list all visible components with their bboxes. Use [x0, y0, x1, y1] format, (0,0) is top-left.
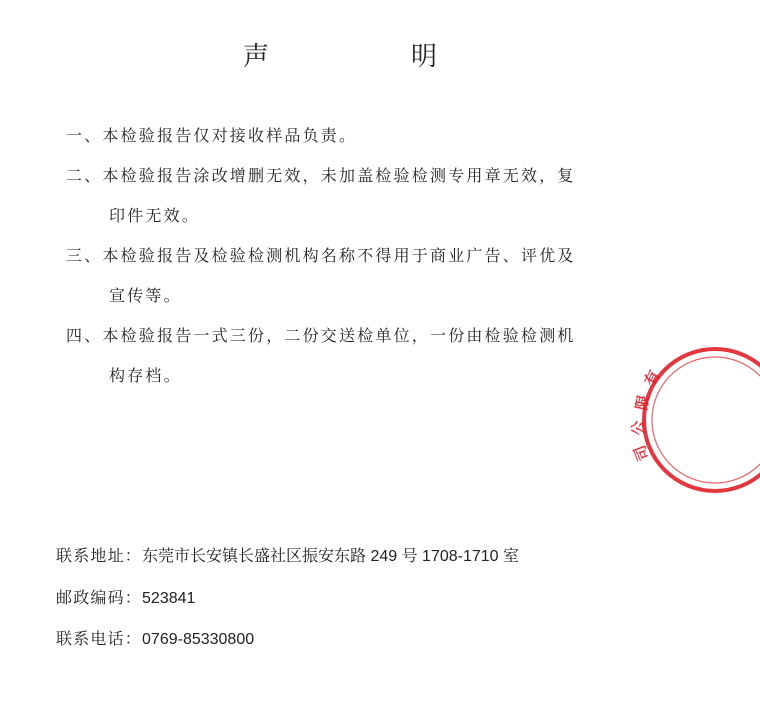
statement-item-4: [66, 316, 626, 396]
postcode-value: 523841: [142, 590, 196, 607]
contact-phone: [56, 626, 254, 649]
svg-text:公: 公: [628, 419, 648, 437]
svg-text:限: 限: [632, 393, 654, 412]
statement-continuation: 印件无效。: [109, 206, 201, 225]
statement-number: 一、: [66, 126, 103, 145]
statement-continuation: 构存档。: [109, 366, 182, 385]
statement-number: 二、: [66, 166, 103, 185]
phone-value: 0769-85330800: [142, 631, 255, 648]
postcode-label: 邮政编码：: [56, 588, 143, 607]
phone-label: 联系电话：: [56, 629, 143, 648]
address-label: 联系地址：: [56, 546, 143, 565]
seal-graphic: [628, 345, 760, 495]
statement-continuation: 宣传等。: [109, 286, 182, 305]
statement-item-2: [66, 156, 626, 236]
statement-text: 本检验报告一式三份，二份交送检单位，一份由检验检测机: [102, 326, 576, 345]
contact-postcode: [56, 585, 195, 608]
statement-item-3: [66, 236, 626, 316]
statement-number: 三、: [66, 246, 103, 265]
statement-text: 本检验报告仅对接收样品负责。: [102, 126, 358, 145]
company-seal-stamp: [628, 345, 680, 495]
statement-text: 本检验报告涂改增删无效，未加盖检验检测专用章无效，复: [102, 166, 576, 185]
contact-address: [56, 543, 519, 566]
address-value: 东莞市长安镇长盛社区振安东路 249 号 1708-1710 室: [142, 548, 520, 565]
statement-item-1: [66, 116, 626, 156]
statement-text: 本检验报告及检验检测机构名称不得用于商业广告、评优及: [102, 246, 576, 265]
svg-text:有: 有: [640, 367, 664, 389]
svg-text:司: 司: [630, 442, 653, 464]
page-title: 声 明: [242, 42, 495, 72]
statement-number: 四、: [66, 326, 103, 345]
